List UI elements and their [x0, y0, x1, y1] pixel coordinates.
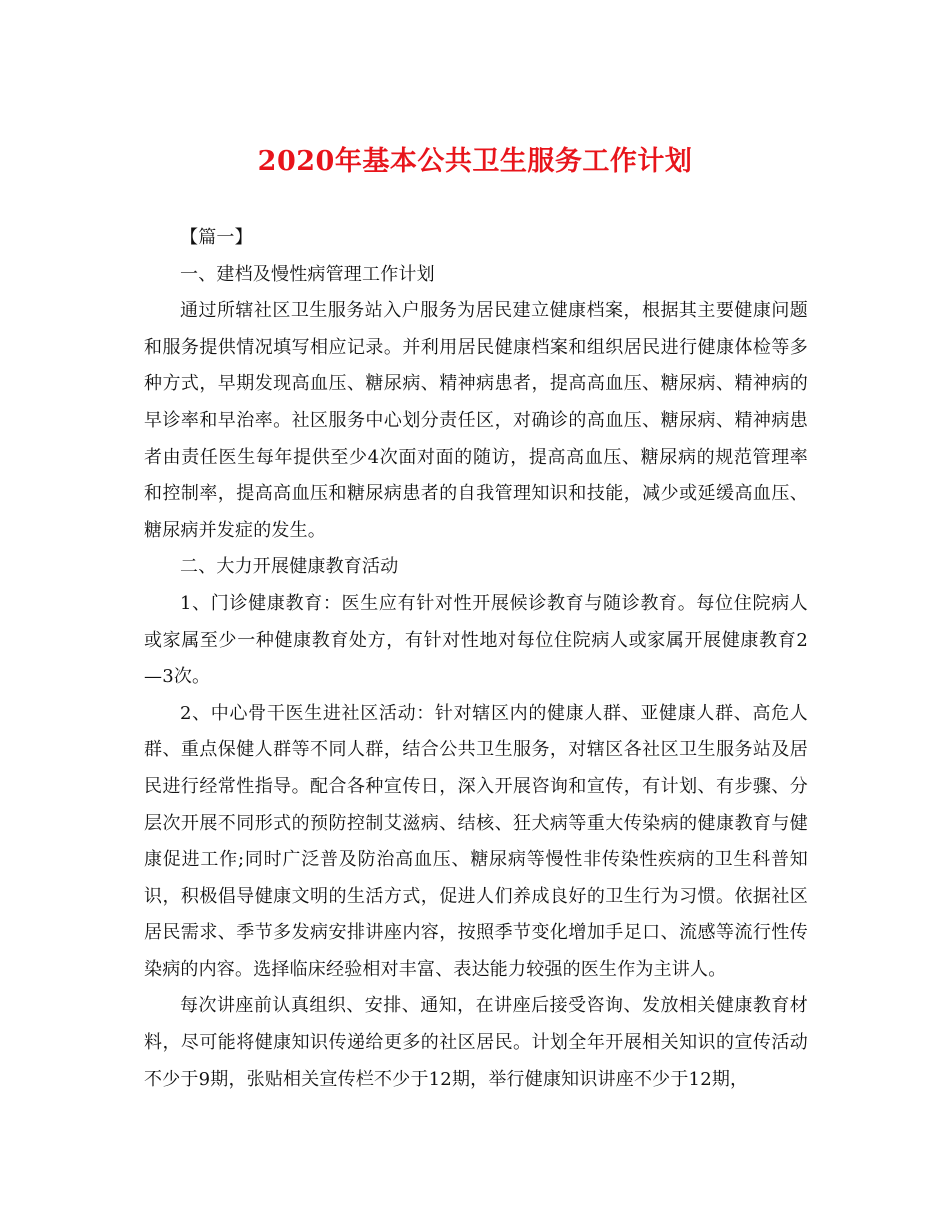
paragraph-lectures: 每次讲座前认真组织、安排、通知，在讲座后接受咨询、发放相关健康教育材料，尽可能将健康知识传递给更多的社区居民。计划全年开展相关知识的宣传活动不少于9期，张贴相关宣传栏不少于12期，举行健康知识讲座不少于12期，: [144, 995, 808, 1090]
paragraph-community-activities: 2、中心骨干医生进社区活动：针对辖区内的健康人群、亚健康人群、高危人群、重点保健人群等不同人群，结合公共卫生服务，对辖区各社区卫生服务站及居民进行经常性指导。配合各种宣传日，深入开展咨询和宣传，有计划、有步骤、分层次开展不同形式的预防控制艾滋病、结核、狂犬病等重大传染病的健康教育与健康促进工作;同时广泛普及防治高血压、糖尿病等慢性非传染性疾病的卫生科普知识，积极倡导健康文明的生活方式，促进人们养成良好的卫生行为习惯。依据社区居民需求、季节多发病安排讲座内容，按照季节变化增加手足口、流感等流行性传染病的内容。选择临床经验相对丰富、表达能力较强的医生作为主讲人。: [144, 702, 808, 980]
section-heading-1: 一、建档及慢性病管理工作计划: [180, 263, 435, 285]
paragraph-outpatient-education: 1、门诊健康教育：医生应有针对性开展候诊教育与随诊教育。每位住院病人或家属至少一种健康教育处方，有针对性地对每位住院病人或家属开展健康教育2—3次。: [144, 592, 808, 688]
section-heading-2: 二、大力开展健康教育活动: [180, 556, 399, 578]
document-body: [144, 220, 808, 1098]
document-title: 2020年基本公共卫生服务工作计划: [257, 146, 693, 177]
paragraph-archives: 通过所辖社区卫生服务站入户服务为居民建立健康档案，根据其主要健康问题和服务提供情况填写相应记录。并利用居民健康档案和组织居民进行健康体检等多种方式，早期发现高血压、糖尿病、精神病患者，提高高血压、糖尿病、精神病的早诊率和早治率。社区服务中心划分责任区，对确诊的高血压、糖尿病、精神病患者由责任医生每年提供至少4次面对面的随访，提高高血压、糖尿病的规范管理率和控制率，提高高血压和糖尿病患者的自我管理知识和技能，减少或延缓高血压、糖尿病并发症的发生。: [144, 300, 808, 541]
section-marker: 【篇一】: [180, 227, 253, 248]
